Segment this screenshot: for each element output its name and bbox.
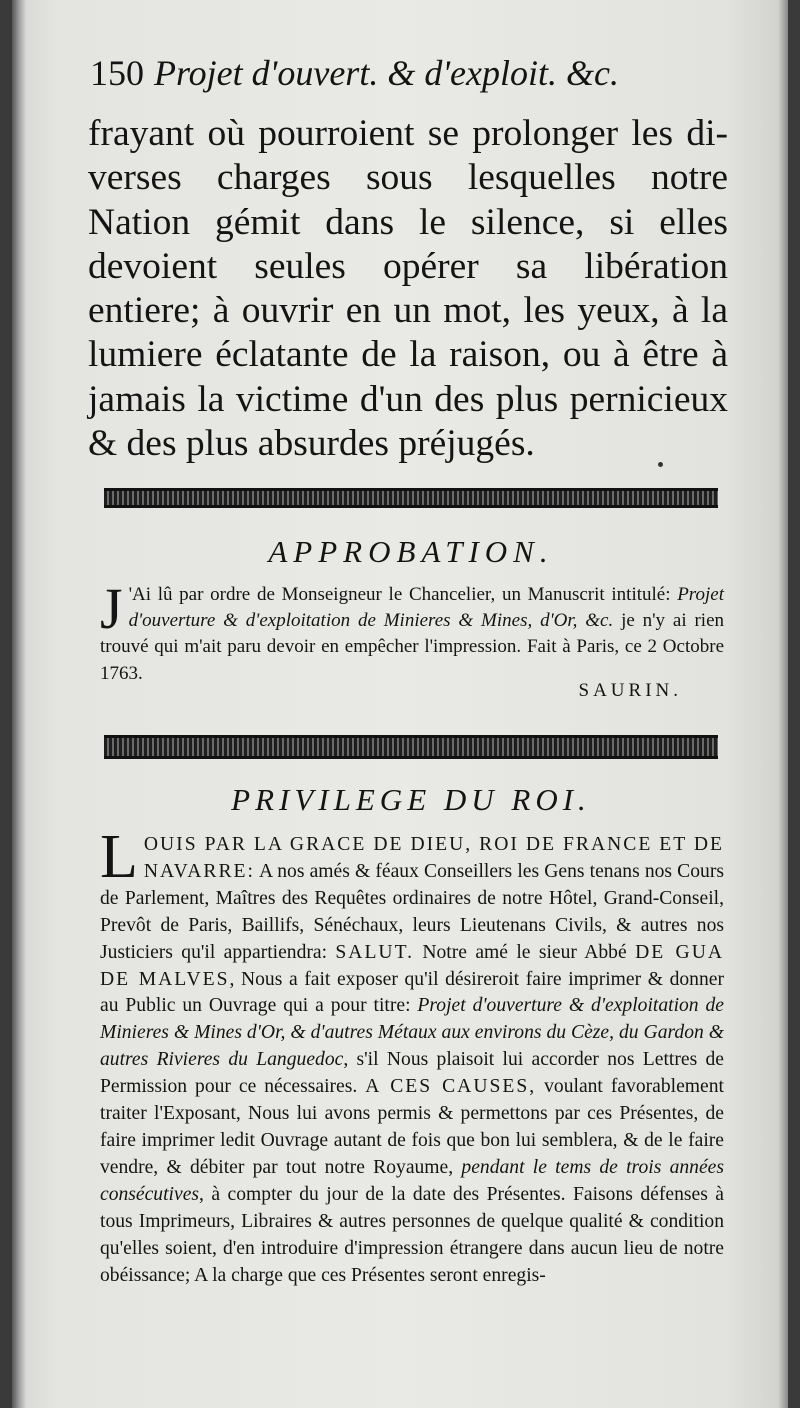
privilege-dropcap: L	[100, 823, 138, 891]
ink-speck	[658, 462, 663, 467]
privilege-salut: SALUT.	[335, 941, 414, 963]
privilege-text-1: A nos amés & féaux Conseillers les Gens tenans nos Cours de Parlement, Maîtres des Requêtes ordinaires de notre Hôtel, Grand-Conseil, Prevôt de Paris, Baillifs, Sénéchaux, leurs Lieutenans Civils, & autres nos Justiciers qu'il appartiendra:	[100, 860, 724, 963]
privilege-text	[100, 823, 725, 1289]
body-paragraph: frayant où pourroient se prolonger les diverses charges sous lesquelles notre Nation gémit dans le silence, si elles devoient seules opérer sa libération entiere; à ouvrir en un mot, les yeux, à la lumiere éclatante de la raison, ou à être à jamais la victime d'un des plus pernicieux & des plus absurdes préjugés.	[88, 113, 728, 465]
approbation-text	[100, 576, 725, 687]
running-title: Projet d'ouvert. & d'exploit. &c.	[154, 53, 619, 93]
page-number: 150	[90, 53, 144, 93]
approbation-title: APPROBATION.	[268, 534, 554, 569]
privilege-opening: OUIS PAR LA GRACE DE DIEU, ROI DE FRANCE ET DE NAVARRE:	[143, 834, 724, 882]
privilege-text-3: , Nous a fait exposer qu'il désireroit faire imprimer & donner au Public un Ouvrage qui a pour titre:	[100, 968, 724, 1017]
privilege-title: PRIVILEGE DU ROI.	[231, 782, 591, 817]
privilege-text-4: , s'il Nous plaisoit lui accorder nos Lettres de Permission pour ce nécessaires.	[100, 1049, 724, 1098]
ornamental-rule	[104, 735, 718, 759]
approbation-work-title: Projet d'ouverture & d'exploitation de Minieres & Mines, d'Or, &c.	[128, 584, 724, 632]
privilege-name: DE GUA DE MALVES	[100, 941, 725, 990]
page-edge-shadow	[778, 0, 788, 1408]
approbation-dropcap: J	[100, 576, 123, 641]
approbation-text-end: je n'y ai rien trouvé qui m'ait paru devoir en empêcher l'impression. Fait à Paris, ce 2 Octobre 1763.	[100, 610, 725, 684]
privilege-text-5: voulant favorablement traiter l'Exposant, Nous lui avons permis & permettons par ces Présentes, de faire imprimer ledit Ouvrage autant de fois que bon lui semblera, & de le faire vendre, & débiter par tout notre Royaume,	[100, 1076, 724, 1178]
privilege-duration: pendant le tems de trois années consécutives	[100, 1156, 724, 1205]
running-header	[90, 52, 710, 94]
book-spine-shadow	[12, 0, 26, 1408]
privilege-work-title: Projet d'ouverture & d'exploitation de Minieres & Mines d'Or, & d'autres Métaux aux environs du Cèze, du Gardon & autres Rivieres du Languedoc	[100, 995, 724, 1071]
approbation-text-start: 'Ai lû par ordre de Monseigneur le Chancelier, un Manuscrit intitulé:	[128, 584, 678, 605]
privilege-text-6: , à compter du jour de la date des Présentes. Faisons défenses à tous Imprimeurs, Libraires & autres personnes de quelque qualité & condition qu'elles soient, d'en introduire d'impression étrangere dans aucun lieu de notre obéissance; A la charge que ces Présentes seront enregis-	[100, 1183, 724, 1286]
ornamental-rule	[104, 488, 718, 508]
privilege-text-2: Notre amé le sieur Abbé	[413, 941, 636, 963]
book-page	[12, 0, 788, 1408]
approbation-signature: SAURIN.	[578, 680, 682, 701]
privilege-causes: A CES CAUSES,	[365, 1076, 537, 1098]
